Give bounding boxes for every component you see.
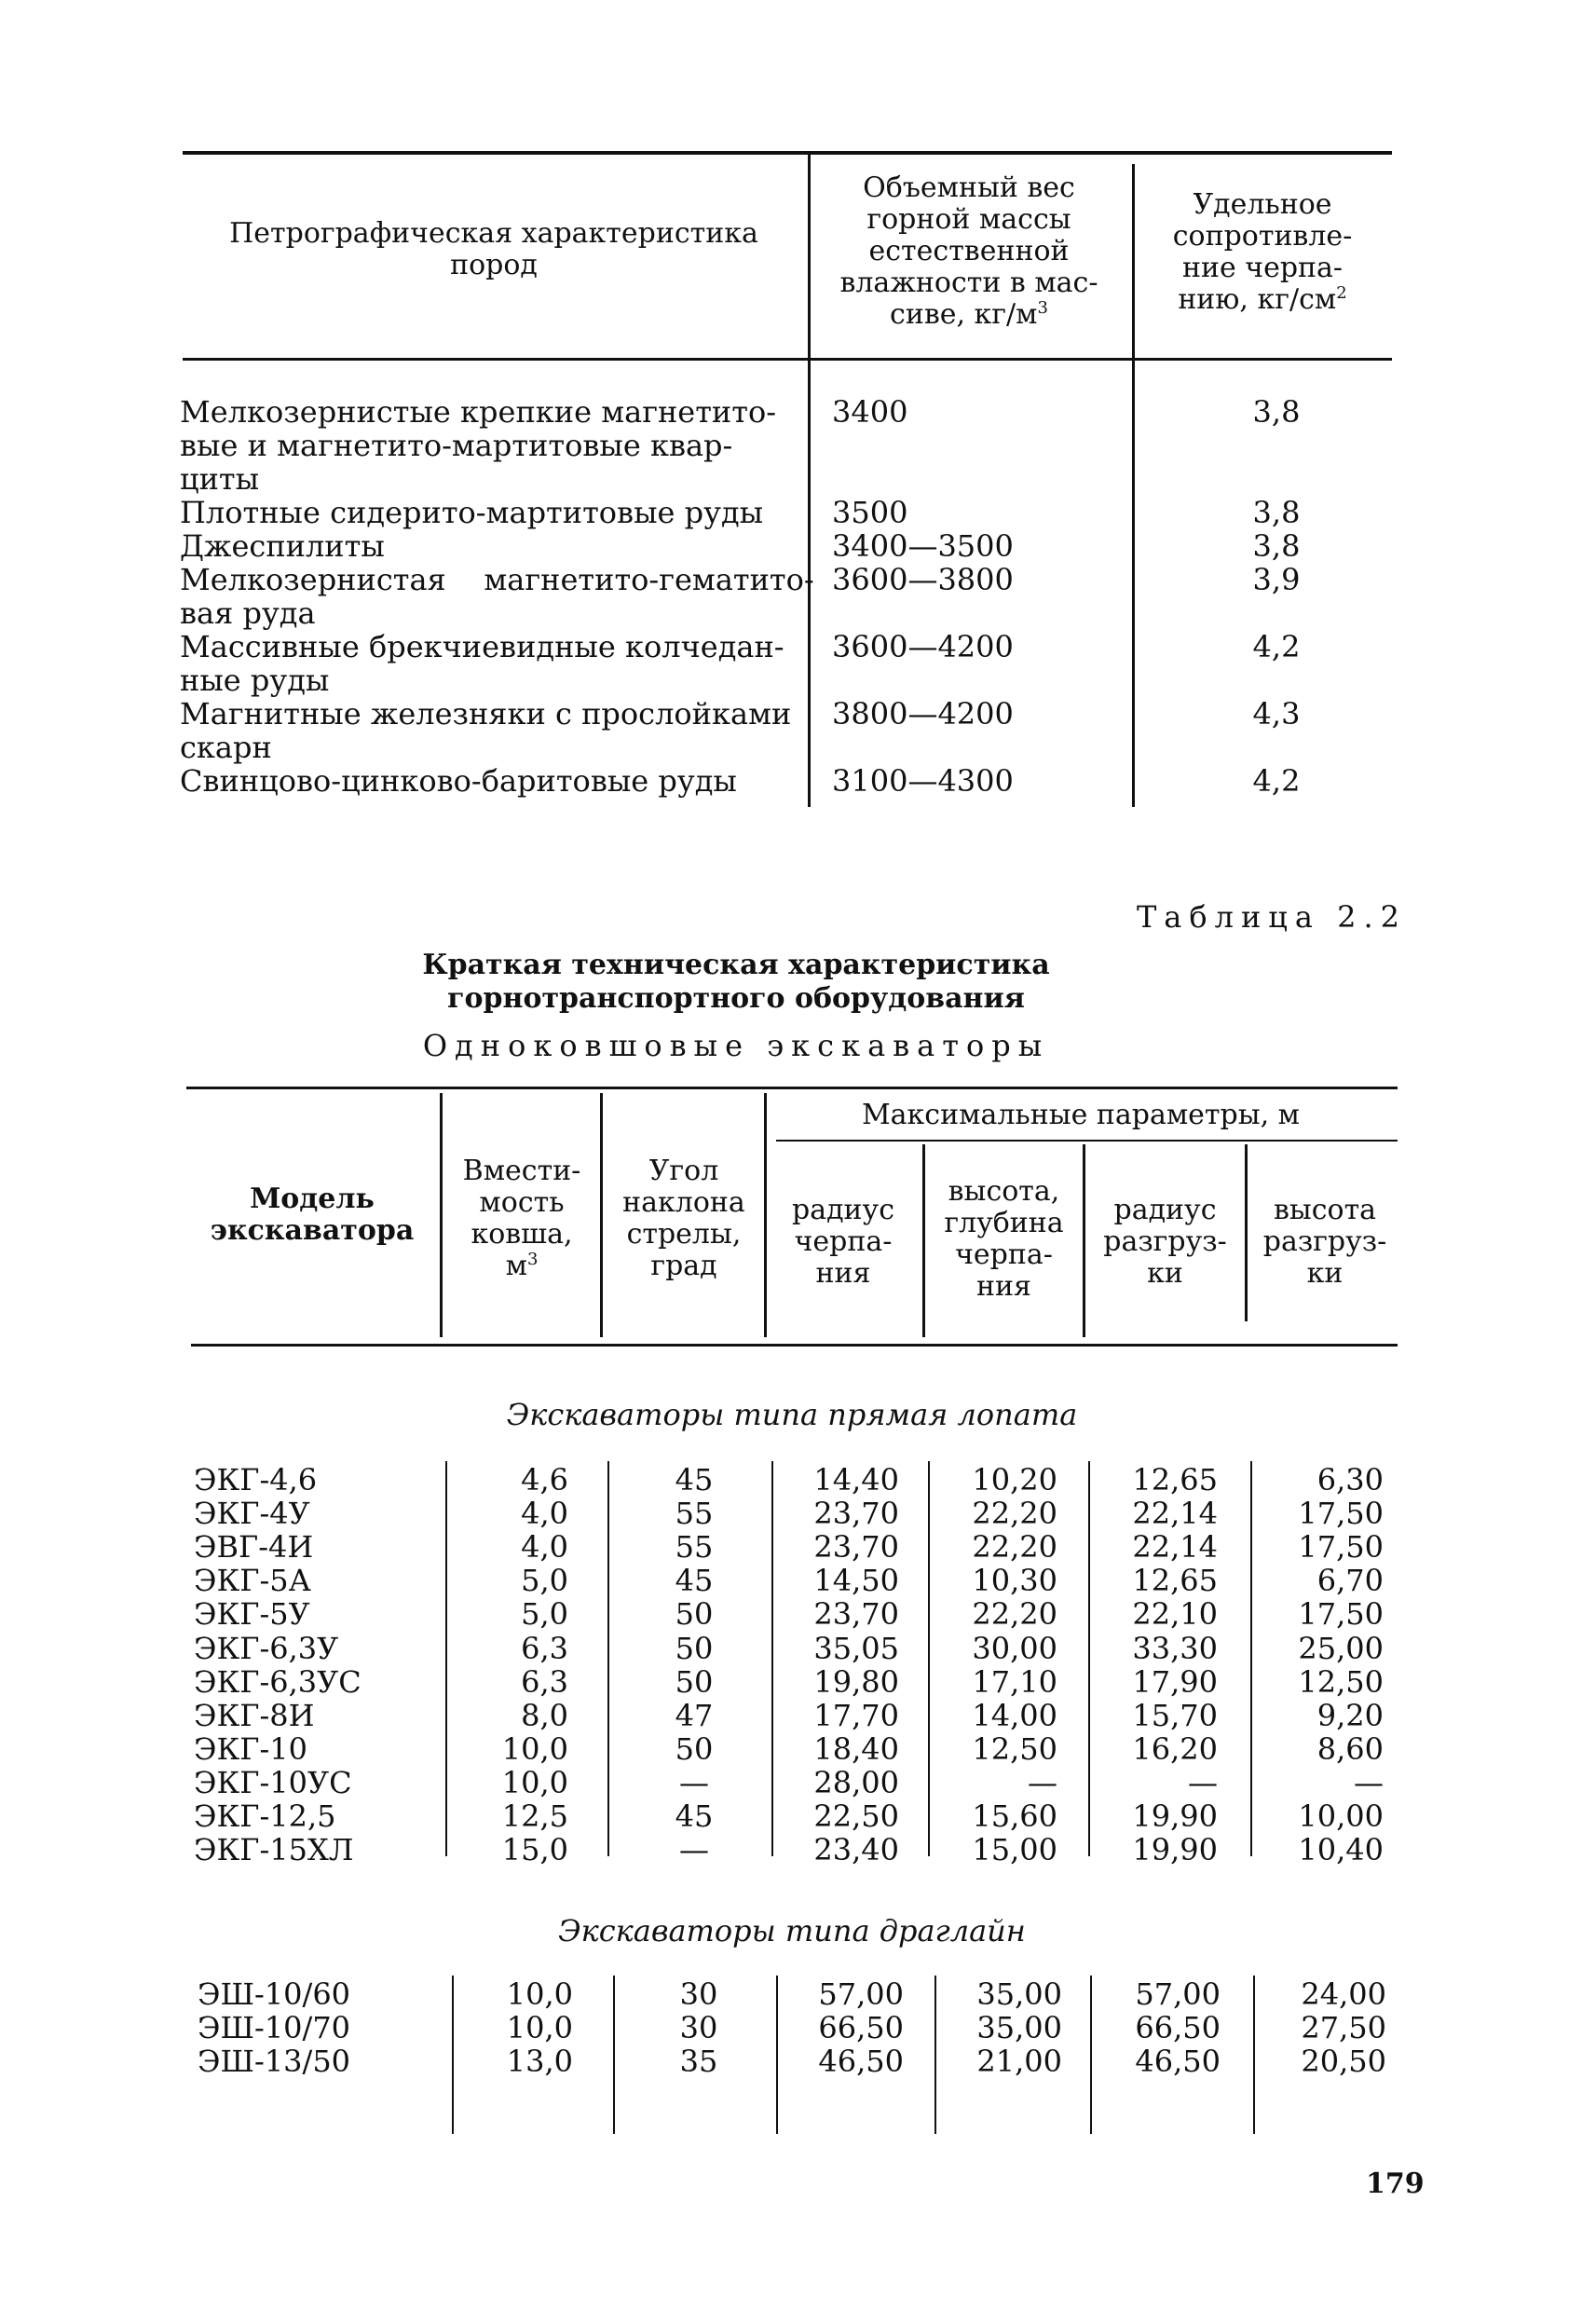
cell-dump-radius: —: [1188, 1764, 1218, 1800]
table1-vline-1: [808, 155, 811, 807]
cell-angle: 45: [675, 1462, 714, 1497]
table2-top-rule: [186, 1087, 1398, 1089]
cell-model: ЭШ-10/60: [198, 1976, 351, 2012]
table1-row-6-name: Магнитные железняки с прослойками скарн: [180, 696, 792, 765]
table1-top-rule: [183, 151, 1392, 155]
cell-dig-height: 15,60: [972, 1798, 1057, 1834]
cell-angle: 30: [679, 1976, 718, 2012]
table1-row-1-weight: 3400: [832, 394, 908, 430]
table2-hvline-5: [1083, 1144, 1085, 1337]
cell-capacity: 13,0: [506, 2044, 573, 2079]
cell-angle: 50: [675, 1663, 714, 1700]
table1-row-2-resistance: 3,8: [1252, 495, 1301, 530]
cell-capacity: 4,0: [521, 1496, 568, 1532]
table2-header-group: Максимальные параметры, м: [861, 1099, 1301, 1131]
table2-hvline-4: [922, 1144, 925, 1337]
cell-dig-radius: 23,70: [813, 1596, 899, 1633]
cell-dump-radius: 15,70: [1132, 1697, 1218, 1733]
cell-dig-height: 10,30: [972, 1563, 1057, 1599]
table1-row-6-weight: 3800—4200: [832, 696, 1014, 732]
cell-dump-height: 17,50: [1298, 1596, 1384, 1633]
cell-dig-height: 35,00: [976, 1976, 1062, 2012]
cell-dig-radius: 14,50: [813, 1563, 899, 1599]
table2-s2-vline-6: [1253, 1976, 1255, 2134]
table2-s2-vline-1: [452, 1976, 454, 2134]
cell-dump-radius: 17,90: [1132, 1663, 1218, 1700]
cell-model: ЭКГ-4,6: [194, 1462, 318, 1497]
table1-row-3-weight: 3400—3500: [832, 528, 1014, 564]
table1-row-1-resistance: 3,8: [1252, 394, 1301, 430]
table2-s1-vline-3: [771, 1461, 773, 1856]
table1-row-4-name: Мелкозернистая магнетито-гематито- вая руда: [180, 562, 814, 631]
cell-dump-radius: 22,14: [1132, 1529, 1218, 1566]
cell-model: ЭШ-10/70: [198, 2010, 351, 2045]
cell-dig-height: 35,00: [976, 2010, 1062, 2045]
cell-dump-radius: 66,50: [1135, 2010, 1221, 2045]
cell-capacity: 10,0: [506, 2010, 573, 2045]
cell-dig-height: 22,20: [972, 1496, 1057, 1532]
table-title-line1: Краткая техническая характеристика: [422, 949, 1050, 981]
cell-dig-radius: 23,40: [813, 1832, 899, 1868]
table2-s1-vline-6: [1250, 1461, 1252, 1856]
table2-hvline-2: [600, 1093, 603, 1337]
table2-s1-vline-2: [607, 1461, 609, 1856]
cell-dig-radius: 23,70: [813, 1529, 899, 1566]
cell-dump-height: 12,50: [1298, 1663, 1384, 1700]
cell-capacity: 6,3: [521, 1663, 568, 1700]
cell-dump-height: 17,50: [1298, 1529, 1384, 1566]
cell-model: ЭКГ-8И: [194, 1697, 315, 1733]
table2-s1-vline-5: [1088, 1461, 1090, 1856]
cell-dig-radius: 46,50: [818, 2044, 904, 2079]
table1-row-5-name: Массивные брекчиевидные колчедан- ные руды: [180, 629, 784, 698]
table1-row-6-resistance: 4,3: [1252, 696, 1301, 732]
table1-header-col1: Петрографическая характеристика пород: [229, 217, 758, 281]
cell-dump-height: 10,40: [1298, 1832, 1384, 1868]
table1-row-2-name: Плотные сидерито-мартитовые руды: [180, 495, 764, 530]
cell-angle: 30: [679, 2010, 718, 2045]
cell-dig-radius: 19,80: [813, 1663, 899, 1700]
cell-dump-height: 6,30: [1316, 1462, 1384, 1497]
cell-model: ЭКГ-10УС: [194, 1764, 352, 1800]
table2-header-dump-height: высота разгруз- ки: [1262, 1194, 1387, 1290]
cell-dump-radius: 57,00: [1135, 1976, 1221, 2012]
cell-dig-height: 30,00: [972, 1630, 1057, 1666]
table1-row-3-resistance: 3,8: [1252, 528, 1301, 564]
table2-s1-vline-4: [928, 1461, 930, 1856]
cell-dump-radius: 16,20: [1132, 1730, 1218, 1767]
table1-row-7-weight: 3100—4300: [832, 763, 1014, 799]
cell-dig-radius: 28,00: [813, 1764, 899, 1800]
table1-vline-2: [1132, 164, 1135, 807]
cell-dump-height: 6,70: [1316, 1563, 1384, 1599]
cell-dump-height: 20,50: [1301, 2044, 1386, 2079]
cell-dig-height: 10,20: [972, 1462, 1057, 1497]
table1-row-2-weight: 3500: [832, 495, 908, 530]
table1-header-col3: Удельное сопротивле- ние черпа- нию, $кг/см^2$: [1172, 188, 1353, 316]
cell-capacity: 4,6: [521, 1462, 568, 1497]
cell-dump-radius: 33,30: [1132, 1630, 1218, 1666]
cell-dig-radius: 22,50: [813, 1798, 899, 1834]
cell-capacity: 5,0: [521, 1563, 568, 1599]
cell-model: ЭКГ-6,3У: [194, 1630, 339, 1666]
table-title-line2: горнотранспортного оборудования: [447, 982, 1025, 1015]
cell-dig-radius: 23,70: [813, 1496, 899, 1532]
cell-dig-height: 22,20: [972, 1529, 1057, 1566]
cell-capacity: 15,0: [501, 1832, 568, 1868]
cell-angle: 45: [675, 1798, 714, 1834]
cell-dig-radius: 18,40: [813, 1730, 899, 1767]
table-subtitle: Одноковшовые экскаваторы: [422, 1028, 1050, 1063]
table2-hvline-3: [764, 1093, 767, 1337]
table2-header-capacity: Вмести- мость ковша, $м^3$: [462, 1155, 581, 1282]
cell-dump-height: —: [1354, 1764, 1384, 1800]
cell-angle: 47: [675, 1697, 714, 1733]
cell-model: ЭКГ-10: [194, 1730, 307, 1767]
cell-dump-height: 8,60: [1316, 1730, 1384, 1767]
cell-model: ЭКГ-5А: [194, 1563, 311, 1599]
cell-dump-height: 27,50: [1301, 2010, 1386, 2045]
cell-dump-height: 24,00: [1301, 1976, 1386, 2012]
table1-row-7-resistance: 4,2: [1252, 763, 1301, 799]
cell-model: ЭШ-13/50: [198, 2044, 351, 2079]
cell-capacity: 10,0: [501, 1730, 568, 1767]
cell-capacity: 8,0: [521, 1697, 568, 1733]
table2-s2-vline-5: [1090, 1976, 1092, 2134]
cell-dump-radius: 46,50: [1135, 2044, 1221, 2079]
cell-angle: —: [679, 1764, 709, 1800]
table2-header-model: Модель экскаватора: [210, 1183, 415, 1247]
cell-angle: 50: [675, 1596, 714, 1633]
table2-header-dump-radius: радиус разгруз- ки: [1103, 1194, 1227, 1290]
cell-dump-radius: 19,90: [1132, 1798, 1218, 1834]
cell-dig-height: 12,50: [972, 1730, 1057, 1767]
table2-s2-vline-4: [934, 1976, 936, 2134]
cell-model: ЭВГ-4И: [194, 1529, 314, 1566]
cell-dig-height: 21,00: [976, 2044, 1062, 2079]
cell-dump-radius: 12,65: [1132, 1563, 1218, 1599]
cell-dump-height: 25,00: [1298, 1630, 1384, 1666]
table2-hvline-1: [440, 1093, 443, 1337]
cell-angle: 55: [675, 1496, 714, 1532]
cell-dig-height: 14,00: [972, 1697, 1057, 1733]
cell-dump-height: 17,50: [1298, 1496, 1384, 1532]
cell-angle: 50: [675, 1730, 714, 1767]
cell-capacity: 10,0: [506, 1976, 573, 2012]
cell-dump-height: 10,00: [1298, 1798, 1384, 1834]
cell-angle: 45: [675, 1563, 714, 1599]
cell-dump-radius: 19,90: [1132, 1832, 1218, 1868]
table2-s1-vline-1: [445, 1461, 447, 1856]
cell-capacity: 10,0: [501, 1764, 568, 1800]
cell-angle: —: [679, 1832, 709, 1868]
cell-dig-height: —: [1028, 1764, 1057, 1800]
table1-row-5-resistance: 4,2: [1252, 629, 1301, 664]
table2-header-dig-radius: радиус черпа- ния: [791, 1194, 894, 1290]
cell-dig-radius: 14,40: [813, 1462, 899, 1497]
cell-dig-height: 15,00: [972, 1832, 1057, 1868]
cell-model: ЭКГ-12,5: [194, 1798, 336, 1834]
cell-dig-height: 17,10: [972, 1663, 1057, 1700]
cell-capacity: 12,5: [501, 1798, 568, 1834]
cell-angle: 35: [679, 2044, 718, 2079]
table1-header-col2: Объемный вес горной массы естественной влажности в мас- сиве, $кг/м^3$: [839, 171, 1098, 331]
table1-row-5-weight: 3600—4200: [832, 629, 1014, 664]
cell-dig-radius: 35,05: [813, 1630, 899, 1666]
cell-dig-height: 22,20: [972, 1596, 1057, 1633]
cell-dig-radius: 17,70: [813, 1697, 899, 1733]
cell-dump-radius: 22,14: [1132, 1496, 1218, 1532]
table2-header-rule: [191, 1344, 1398, 1347]
section-title-shovel: Экскаваторы типа прямая лопата: [506, 1397, 1078, 1432]
cell-capacity: 4,0: [521, 1529, 568, 1566]
table2-s2-vline-3: [776, 1976, 778, 2134]
table1-row-1-name: Мелкозернистые крепкие магнетито- вые и магнетито-мартитовые квар- циты: [180, 394, 777, 497]
cell-dump-radius: 22,10: [1132, 1596, 1218, 1633]
section-title-dragline: Экскаваторы типа драглайн: [558, 1913, 1026, 1949]
table1-row-4-weight: 3600—3800: [832, 562, 1014, 597]
table2-header-angle: Угол наклона стрелы, град: [622, 1155, 745, 1282]
cell-dump-height: 9,20: [1316, 1697, 1384, 1733]
table2-group-rule: [776, 1140, 1398, 1142]
cell-model: ЭКГ-5У: [194, 1596, 310, 1633]
cell-capacity: 5,0: [521, 1596, 568, 1633]
table1-row-7-name: Свинцово-цинково-баритовые руды: [180, 763, 737, 799]
table1-header-rule: [183, 358, 1392, 361]
table-label: Таблица 2.2: [1136, 899, 1407, 935]
cell-capacity: 6,3: [521, 1630, 568, 1666]
cell-dig-radius: 57,00: [818, 1976, 904, 2012]
table1-row-3-name: Джеспилиты: [180, 528, 385, 564]
page-number: 179: [1366, 2167, 1425, 2200]
cell-dig-radius: 66,50: [818, 2010, 904, 2045]
table1-row-4-resistance: 3,9: [1252, 562, 1301, 597]
cell-angle: 50: [675, 1630, 714, 1666]
table2-header-dig-height: высота, глубина черпа- ния: [944, 1175, 1064, 1303]
table2-hvline-6: [1245, 1144, 1248, 1321]
cell-dump-radius: 12,65: [1132, 1462, 1218, 1497]
cell-model: ЭКГ-15ХЛ: [194, 1832, 354, 1868]
cell-angle: 55: [675, 1529, 714, 1566]
cell-model: ЭКГ-6,3УС: [194, 1663, 361, 1700]
table2-s2-vline-2: [613, 1976, 615, 2134]
cell-model: ЭКГ-4У: [194, 1496, 310, 1532]
